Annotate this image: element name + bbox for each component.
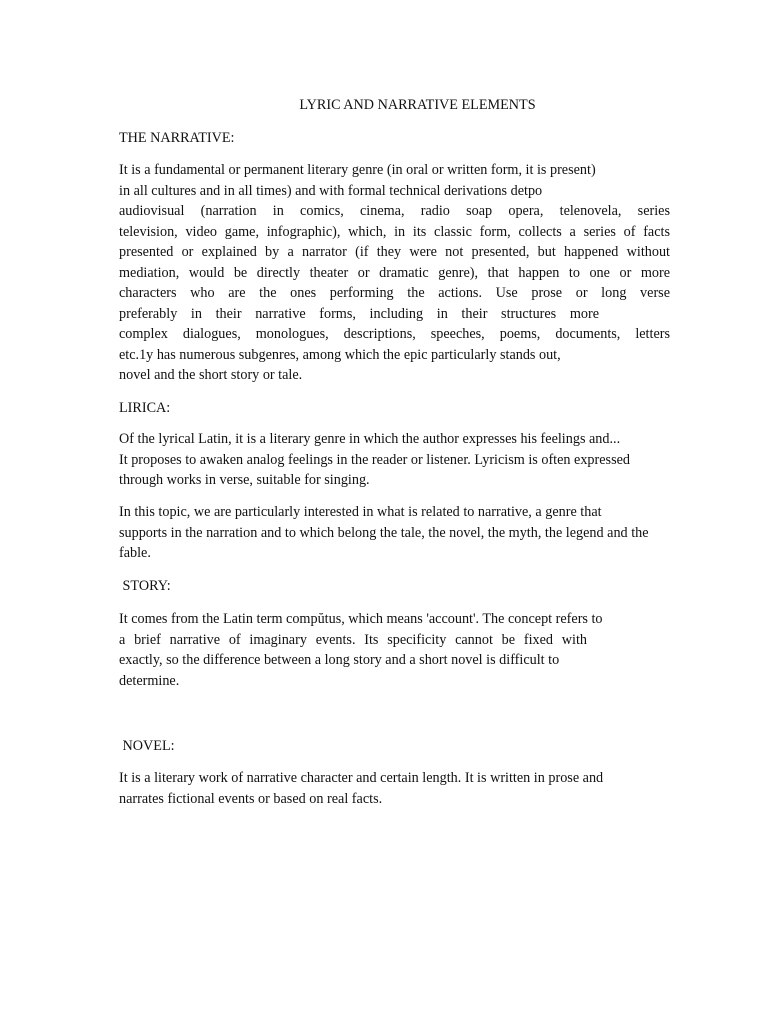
topic-paragraph — [119, 502, 699, 564]
lirica-line: through works in verse, suitable for singing. — [119, 472, 370, 488]
narrative-line: characters who are the ones performing the actions. Use prose or long verse — [119, 285, 670, 301]
story-heading: STORY: — [119, 578, 171, 594]
story-paragraph — [119, 609, 670, 691]
novel-line: narrates fictional events or based on real facts. — [119, 790, 383, 807]
narrative-line: preferably in their narrative forms, including in their structures more — [119, 305, 599, 322]
narrative-paragraph — [119, 160, 670, 386]
narrative-heading: THE NARRATIVE: — [119, 130, 235, 146]
lirica-heading: LIRICA: — [119, 400, 171, 416]
narrative-line: complex dialogues, monologues, descriptions, speeches, poems, documents, letters — [119, 326, 670, 342]
narrative-line: television, video game, infographic), which, in its classic form, collects a series of facts — [119, 223, 670, 240]
lirica-line: It proposes to awaken analog feelings in the reader or listener. Lyricism is often expressed — [119, 451, 630, 468]
topic-line: In this topic, we are particularly interested in what is related to narrative, a genre that — [119, 504, 602, 520]
narrative-line: novel and the short story or tale. — [119, 367, 303, 383]
topic-line: fable. — [119, 545, 151, 561]
narrative-line: in all cultures and in all times) and with formal technical derivations detpo — [119, 182, 543, 199]
story-line: It comes from the Latin term compŭtus, which means 'account'. The concept refers to — [119, 611, 603, 627]
narrative-line: It is a fundamental or permanent literary genre (in oral or written form, it is present) — [119, 162, 596, 178]
narrative-line: etc.1y has numerous subgenres, among which the epic particularly stands out, — [119, 346, 561, 363]
lirica-line: Of the lyrical Latin, it is a literary genre in which the author expresses his feelings and... — [119, 431, 621, 447]
story-line: exactly, so the difference between a long story and a short novel is difficult to — [119, 652, 560, 668]
story-line: determine. — [119, 672, 180, 689]
narrative-line: audiovisual (narration in comics, cinema, radio soap opera, telenovela, series — [119, 203, 670, 219]
document-title: LYRIC AND NARRATIVE ELEMENTS — [299, 97, 536, 113]
narrative-line: mediation, would be directly theater or dramatic genre), that happen to one or more — [119, 264, 670, 281]
narrative-line: presented or explained by a narrator (if they were not presented, but happened without — [119, 244, 670, 260]
novel-line: It is a literary work of narrative character and certain length. It is written in prose and — [119, 770, 604, 786]
novel-heading: NOVEL: — [119, 738, 175, 754]
lirica-paragraph — [119, 429, 670, 491]
topic-line: supports in the narration and to which belong the tale, the novel, the myth, the legend and the — [119, 524, 649, 541]
novel-paragraph — [119, 768, 670, 809]
story-line: a brief narrative of imaginary events. Its specificity cannot be fixed with — [119, 631, 587, 648]
